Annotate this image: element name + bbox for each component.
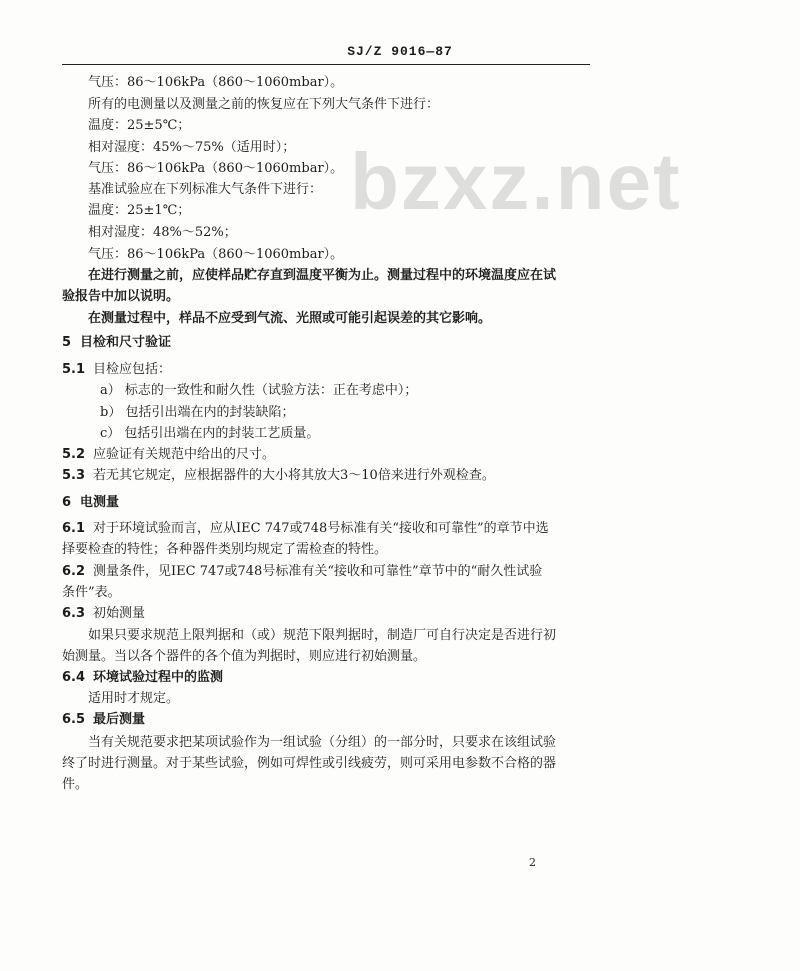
list-item: c） 包括引出端在内的封装工艺质量。 (100, 426, 320, 441)
clause-6-4-line: 适用时才规定。 (88, 691, 180, 706)
header-rule (62, 64, 590, 65)
clause-6-1-line: 择要检查的特性；各种器件类别均规定了需检查的特性。 (62, 542, 388, 557)
section-6-title: 电测量 (80, 495, 120, 510)
clause-6-1-line: 对于环境试验而言，应从IEC 747或748号标准有关“接收和可靠性”的章节中选 (93, 521, 549, 536)
watermark: bzxz.net (350, 137, 682, 226)
clause-6-5-line: 当有关规范要求把某项试验作为一组试验（分组）的一部分时，只要求在该组试验 (88, 735, 557, 750)
clause-6-5-line: 终了时进行测量。对于某些试验，例如可焊性或引线疲劳，则可采用电参数不合格的器 (62, 756, 557, 771)
section-5-number: 5 (62, 335, 72, 350)
clause-6-3-number: 6.3 (62, 606, 86, 621)
clause-6-5-line: 件。 (62, 777, 89, 792)
paragraph-line: 气压：86～106kPa（860～1060mbar）。 (88, 247, 344, 262)
clause-6-4-title: 环境试验过程中的监测 (93, 670, 224, 685)
clause-6-2-line: 测量条件，见IEC 747或748号标准有关“接收和可靠性”章节中的“耐久性试验 (93, 564, 543, 579)
paragraph-line: 验报告中加以说明。 (62, 289, 180, 304)
clause-5-2-number: 5.2 (62, 447, 86, 462)
clause-6-5-title: 最后测量 (93, 712, 146, 727)
clause-5-1-number: 5.1 (62, 362, 86, 377)
clause-6-3-title: 初始测量 (93, 606, 146, 621)
clause-6-3-line: 始测量。当以各个器件的各个值为判据时，则应进行初始测量。 (62, 649, 427, 664)
clause-5-1-text: 目检应包括： (93, 362, 172, 377)
clause-6-2-line: 条件”表。 (62, 585, 121, 600)
clause-5-2-text: 应验证有关规范中给出的尺寸。 (93, 447, 276, 462)
paragraph-line: 相对湿度：45%～75%（适用时）； (88, 140, 296, 155)
section-6-number: 6 (62, 495, 72, 510)
paragraph-line: 相对湿度：48%～52%； (88, 225, 237, 240)
section-5-title: 目检和尺寸验证 (80, 335, 172, 350)
paragraph-line: 在测量过程中，样品不应受到气流、光照或可能引起误差的其它影响。 (88, 311, 492, 326)
clause-6-2-number: 6.2 (62, 564, 86, 579)
clause-6-3-line: 如果只要求规范上限判据和（或）规范下限判据时，制造厂可自行决定是否进行初 (88, 628, 557, 643)
clause-5-3-text: 若无其它规定，应根据器件的大小将其放大3～10倍来进行外观检查。 (93, 468, 495, 483)
clause-6-4-number: 6.4 (62, 670, 86, 685)
paragraph-line: 所有的电测量以及测量之前的恢复应在下列大气条件下进行： (88, 97, 440, 112)
paragraph-line: 气压：86～106kPa（860～1060mbar）。 (88, 161, 344, 176)
list-item: a） 标志的一致性和耐久性（试验方法：正在考虑中）； (100, 383, 418, 398)
clause-6-5-number: 6.5 (62, 712, 86, 727)
paragraph-line: 气压：86～106kPa（860～1060mbar）。 (88, 75, 344, 90)
paragraph-line: 基准试验应在下列标准大气条件下进行： (88, 182, 323, 197)
page-number: 2 (529, 856, 536, 869)
clause-5-3-number: 5.3 (62, 468, 86, 483)
paragraph-line: 温度：25±1℃； (88, 203, 191, 218)
list-item: b） 包括引出端在内的封装缺陷； (100, 405, 295, 420)
clause-6-1-number: 6.1 (62, 521, 86, 536)
paragraph-line: 在进行测量之前，应使样品贮存直到温度平衡为止。测量过程中的环境温度应在试 (88, 268, 557, 283)
paragraph-line: 温度：25±5℃； (88, 118, 191, 133)
document-header: SJ/Z 9016—87 (347, 44, 453, 59)
